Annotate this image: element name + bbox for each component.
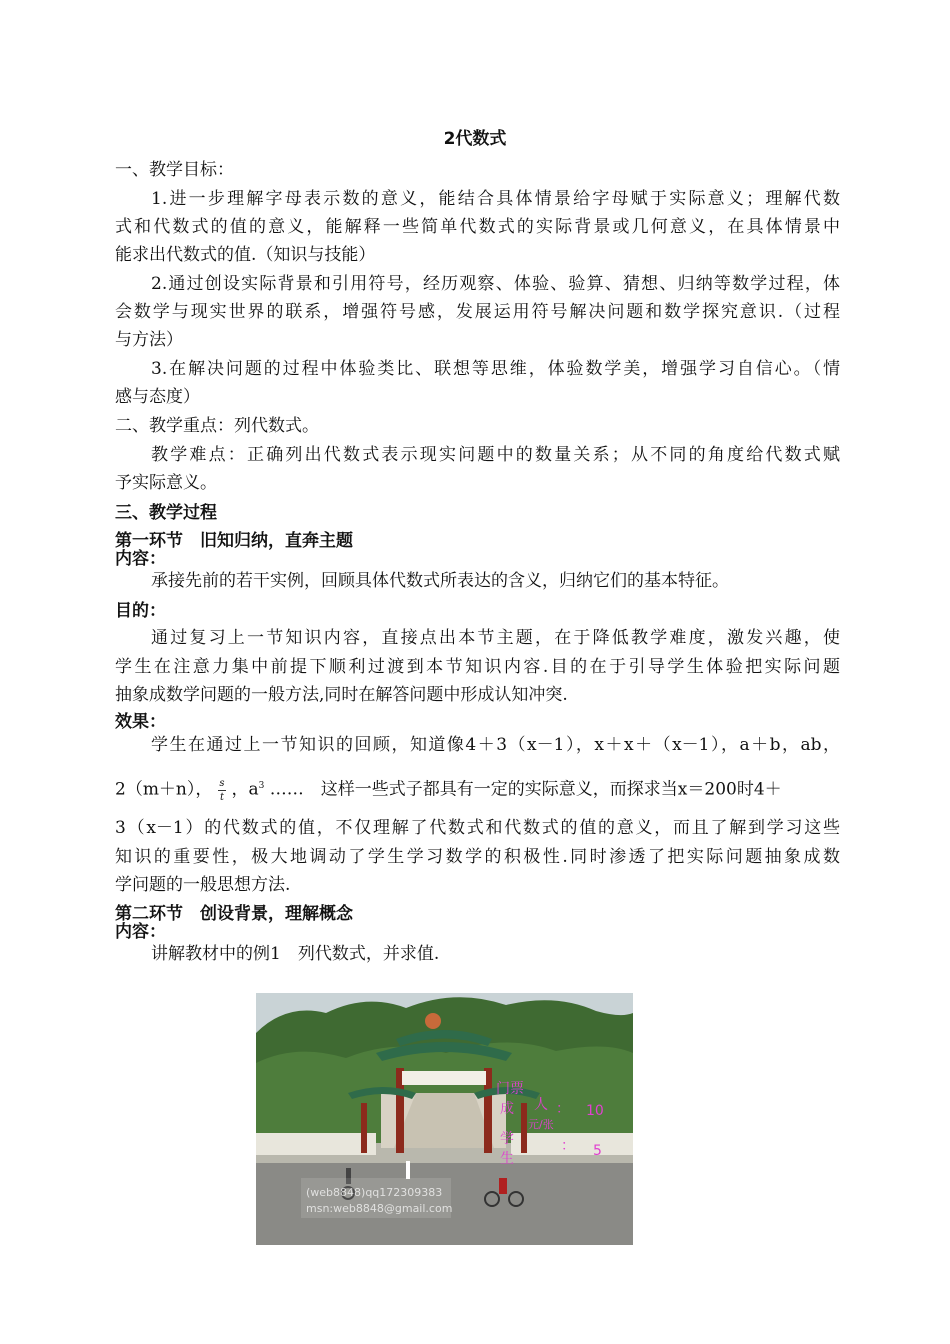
fraction-numerator: s [219,777,225,789]
section-2-content-label: 内容： [115,922,166,942]
exponent-3: 3 [258,781,265,791]
colon-label-2: ： [561,1138,575,1154]
purpose-line-3: 抽象成数学问题的一般方法,同时在解答问题中形成认知冲突. [115,685,568,705]
objective-2-line-1: 2.通过创设实际背景和引用符号，经历观察、体验、验算、猜想、归纳等数学过程，体 [151,274,840,294]
difficulty-line-2: 予实际意义。 [115,473,217,493]
section-1-heading: 第一环节 旧知归纳，直奔主题 [115,531,353,551]
adult-price: 10 [586,1103,604,1119]
document-title: 2代数式 [443,129,507,149]
effect-line-2 [115,768,840,808]
park-gate-photo [256,993,633,1245]
purpose-line-1: 通过复习上一节知识内容，直接点出本节主题，在于降低教学难度，激发兴趣，使 [151,628,840,648]
effect-line-1: 学生在通过上一节知识的回顾，知道像4＋3（x－1），x＋x＋（x－1），a＋b，ab， [151,735,840,755]
section-1-content-label: 内容： [115,549,166,569]
watermark-msn: msn:web8848@gmail.com [306,1202,453,1215]
price-unit-label: 元/张 [528,1118,554,1131]
person-label: 人 [534,1097,548,1113]
section-2-content: 讲解教材中的例1 列代数式，并求值. [151,944,440,964]
objective-1-line-3: 能求出代数式的值.（知识与技能） [115,245,376,265]
objectives-heading: 一、教学目标： [115,160,234,180]
ticket-label: 门票 [496,1081,524,1097]
objective-1-line-1: 1.进一步理解字母表示数的意义，能结合具体情景给字母赋于实际意义；理解代数 [151,189,840,209]
key-point: 二、教学重点：列代数式。 [115,416,319,436]
effect-line-3: 3（x－1）的代数式的值，不仅理解了代数式和代数式的值的意义，而且了解到学习这些 [115,818,840,838]
fraction-denominator: t [219,791,224,803]
objective-2-line-3: 与方法） [115,330,183,350]
effect-line-2-start: 2（m＋n）， [115,779,213,800]
process-heading: 三、教学过程 [115,503,217,523]
effect-label: 效果： [115,712,166,732]
section-1-content: 承接先前的若干实例，回顾具体代数式所表达的含义，归纳它们的基本特征。 [151,571,729,591]
adult-label: 成 [500,1101,514,1117]
student-price: 5 [593,1143,602,1159]
purpose-label: 目的： [115,601,166,621]
fraction-s-over-t [218,777,225,804]
objective-1-line-2: 式和代数式的值的意义，能解释一些简单代数式的实际背景或几何意义，在具体情景中 [115,217,840,237]
student-label-2: 生 [500,1151,514,1167]
effect-line-4: 知识的重要性，极大地调动了学生学习数学的积极性.同时渗透了把实际问题抽象成数 [115,847,840,867]
colon-label-1: ： [556,1101,570,1117]
objective-2-line-2: 会数学与现实世界的联系，增强符号感，发展运用符号解决问题和数学探究意识.（过程 [115,302,840,322]
section-2-heading: 第二环节 创设背景，理解概念 [115,904,353,924]
watermark-qq: (web8848)qq172309383 [306,1186,443,1199]
objective-3-line-2: 感与态度） [115,387,200,407]
difficulty-line-1: 教学难点：正确列出代数式表示现实问题中的数量关系；从不同的角度给代数式赋 [151,445,840,465]
student-label: 学 [500,1131,514,1147]
effect-line-2-end: …… 这样一些式子都具有一定的实际意义，而探求当x＝200时4＋ [264,779,782,800]
objective-3-line-1: 3.在解决问题的过程中体验类比、联想等思维，体验数学美，增强学习自信心。（情 [151,359,840,379]
purpose-line-2: 学生在注意力集中前提下顺利过渡到本节知识内容.目的在于引导学生体验把实际问题 [115,657,840,677]
effect-line-2-mid: ，a [231,779,259,800]
effect-line-5: 学问题的一般思想方法. [115,875,291,895]
